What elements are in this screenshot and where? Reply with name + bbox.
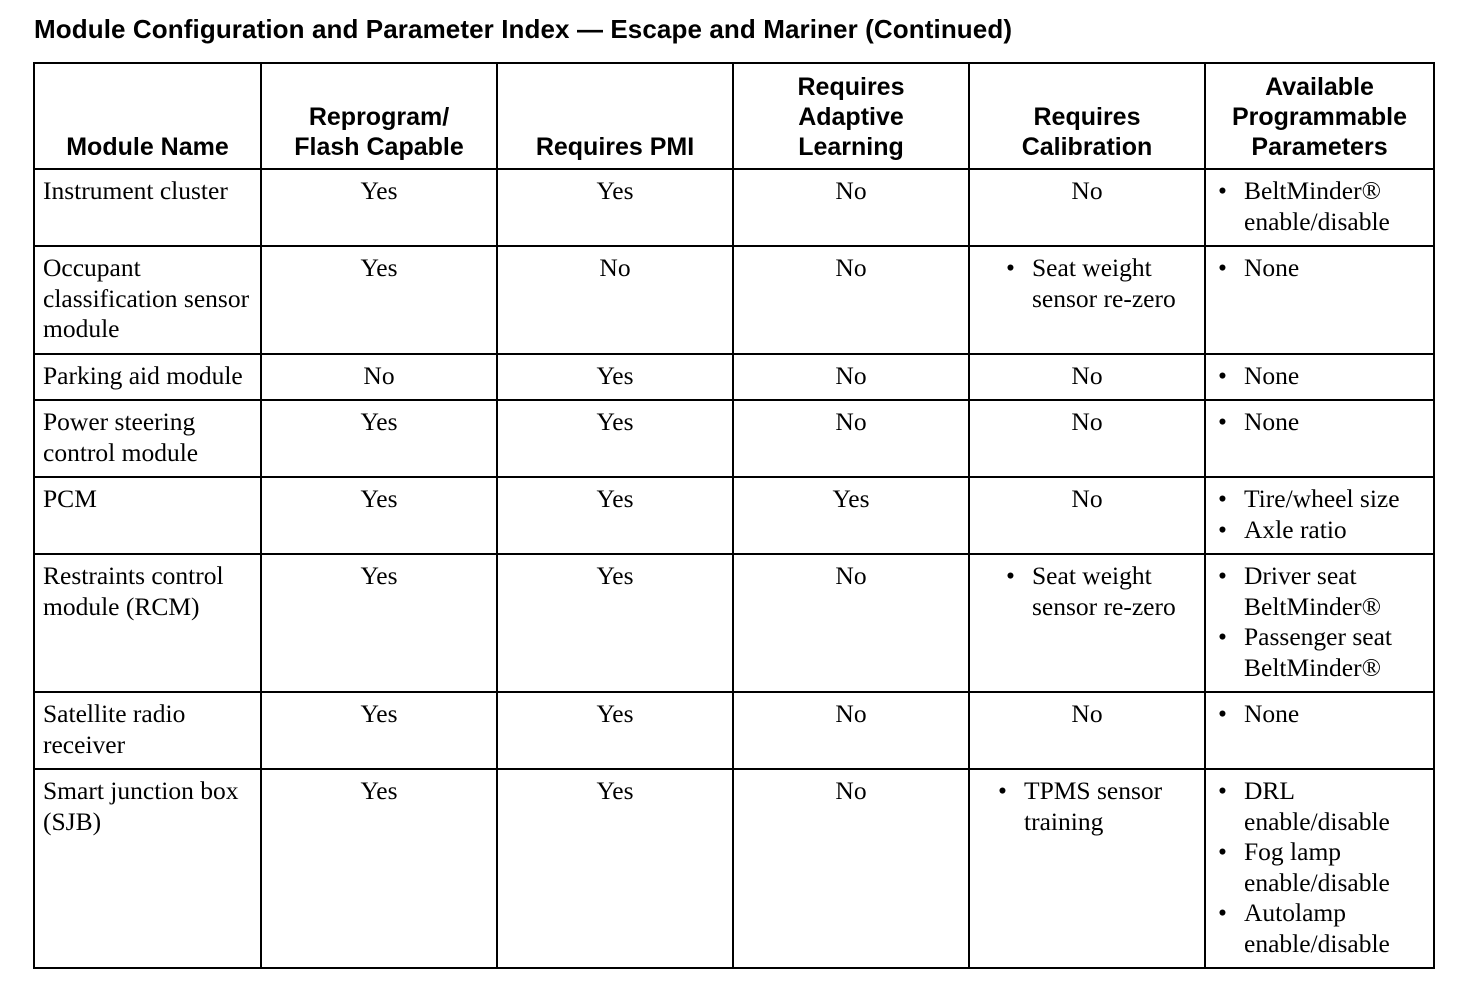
- table-row: [34, 769, 1434, 968]
- cell-calibration: No: [969, 400, 1205, 477]
- parameter-item: [1214, 699, 1427, 730]
- bullet-icon: •: [1218, 837, 1227, 866]
- header-programmable-parameters: Available Programmable Parameters: [1205, 63, 1434, 169]
- calibration-text: Seat weight sensor re-zero: [1032, 561, 1176, 621]
- cell-flash-capable: Yes: [261, 692, 497, 769]
- parameter-text: None: [1244, 699, 1300, 728]
- header-calibration: Requires Calibration: [969, 63, 1205, 169]
- table-row: [34, 477, 1434, 554]
- parameter-item: [1214, 253, 1427, 284]
- table-row: [34, 354, 1434, 401]
- page-title: Module Configuration and Parameter Index — Escape and Mariner (Continued): [34, 14, 1013, 44]
- parameter-text: None: [1244, 253, 1300, 282]
- parameter-item: [1214, 515, 1427, 546]
- cell-requires-pmi: Yes: [497, 554, 733, 692]
- cell-adaptive-learning: No: [733, 169, 969, 246]
- cell-requires-pmi: Yes: [497, 354, 733, 401]
- bullet-icon: •: [1218, 484, 1227, 513]
- cell-module-name: Smart junction box (SJB): [34, 769, 261, 968]
- parameter-list: [1214, 699, 1427, 730]
- parameter-list: [1214, 484, 1427, 545]
- cell-requires-pmi: Yes: [497, 477, 733, 554]
- cell-flash-capable: Yes: [261, 554, 497, 692]
- bullet-icon: •: [1218, 253, 1227, 282]
- cell-flash-capable: Yes: [261, 169, 497, 246]
- cell-module-name: Instrument cluster: [34, 169, 261, 246]
- parameter-text: Autolamp enable/disable: [1244, 898, 1390, 958]
- cell-module-name: PCM: [34, 477, 261, 554]
- parameter-text: Axle ratio: [1244, 514, 1347, 544]
- cell-adaptive-learning: No: [733, 692, 969, 769]
- calibration-item: [1002, 561, 1198, 622]
- calibration-text: Seat weight sensor re-zero: [1032, 253, 1176, 313]
- cell-calibration: [969, 769, 1205, 968]
- bullet-icon: •: [1006, 253, 1015, 282]
- parameter-list: [1214, 361, 1427, 392]
- table-row: [34, 246, 1434, 354]
- cell-requires-pmi: Yes: [497, 769, 733, 968]
- calibration-text: TPMS sensor training: [1024, 776, 1163, 836]
- parameter-item: [1214, 407, 1427, 438]
- table-row: [34, 692, 1434, 769]
- cell-module-name: Satellite radio receiver: [34, 692, 261, 769]
- bullet-icon: •: [1218, 699, 1227, 728]
- table-row: [34, 169, 1434, 246]
- parameter-list: [1214, 176, 1427, 237]
- parameter-text: Passenger seat BeltMinder®: [1244, 622, 1392, 682]
- cell-requires-pmi: Yes: [497, 169, 733, 246]
- calibration-list: [978, 561, 1198, 622]
- parameter-item: [1214, 484, 1427, 515]
- parameter-list: [1214, 407, 1427, 438]
- parameter-text: Driver seat BeltMinder®: [1244, 561, 1381, 621]
- parameter-item: [1214, 622, 1427, 683]
- parameter-item: [1214, 176, 1427, 237]
- cell-adaptive-learning: No: [733, 554, 969, 692]
- cell-flash-capable: Yes: [261, 246, 497, 354]
- calibration-list: [978, 776, 1198, 837]
- parameter-text: None: [1244, 407, 1300, 436]
- calibration-item: [994, 776, 1198, 837]
- cell-programmable-parameters: [1205, 477, 1434, 554]
- parameter-item: [1214, 837, 1427, 898]
- parameter-list: [1214, 253, 1427, 284]
- cell-flash-capable: Yes: [261, 400, 497, 477]
- parameter-list: [1214, 561, 1427, 683]
- cell-calibration: No: [969, 477, 1205, 554]
- parameter-item: [1214, 561, 1427, 622]
- parameter-text: BeltMinder® enable/disable: [1244, 176, 1390, 236]
- parameter-item: [1214, 361, 1427, 392]
- bullet-icon: •: [1218, 561, 1227, 590]
- calibration-list: [978, 253, 1198, 314]
- cell-module-name: Restraints control module (RCM): [34, 554, 261, 692]
- parameter-text: None: [1244, 360, 1300, 390]
- cell-programmable-parameters: [1205, 400, 1434, 477]
- bullet-icon: •: [1218, 407, 1227, 436]
- cell-programmable-parameters: [1205, 354, 1434, 401]
- header-module-name: Module Name: [34, 63, 261, 169]
- cell-adaptive-learning: No: [733, 769, 969, 968]
- bullet-icon: •: [1006, 561, 1015, 590]
- table-row: [34, 400, 1434, 477]
- bullet-icon: •: [1218, 514, 1227, 544]
- cell-module-name: Occupant classification sensor module: [34, 246, 261, 354]
- cell-requires-pmi: Yes: [497, 692, 733, 769]
- bullet-icon: •: [1218, 360, 1227, 390]
- cell-programmable-parameters: [1205, 769, 1434, 968]
- cell-adaptive-learning: No: [733, 400, 969, 477]
- header-row: [34, 63, 1434, 169]
- cell-calibration: No: [969, 354, 1205, 401]
- calibration-item: [1002, 253, 1198, 314]
- bullet-icon: •: [1218, 176, 1227, 205]
- cell-requires-pmi: Yes: [497, 400, 733, 477]
- parameter-text: DRL enable/disable: [1244, 776, 1390, 836]
- table-body: [34, 169, 1434, 968]
- cell-module-name: Parking aid module: [34, 354, 261, 401]
- cell-calibration: [969, 554, 1205, 692]
- cell-calibration: [969, 246, 1205, 354]
- cell-adaptive-learning: No: [733, 246, 969, 354]
- cell-flash-capable: Yes: [261, 477, 497, 554]
- parameter-item: [1214, 898, 1427, 959]
- cell-programmable-parameters: [1205, 692, 1434, 769]
- cell-calibration: No: [969, 692, 1205, 769]
- header-adaptive-learning: Requires Adaptive Learning: [733, 63, 969, 169]
- table-header: [34, 63, 1434, 169]
- cell-requires-pmi: No: [497, 246, 733, 354]
- cell-programmable-parameters: [1205, 554, 1434, 692]
- cell-adaptive-learning: No: [733, 354, 969, 401]
- cell-module-name: Power steering control module: [34, 400, 261, 477]
- header-requires-pmi: Requires PMI: [497, 63, 733, 169]
- cell-flash-capable: No: [261, 354, 497, 401]
- header-flash-capable: Reprogram/ Flash Capable: [261, 63, 497, 169]
- parameter-item: [1214, 776, 1427, 837]
- bullet-icon: •: [1218, 776, 1227, 805]
- parameter-text: Fog lamp enable/disable: [1244, 837, 1390, 897]
- parameter-text: Tire/wheel size: [1244, 484, 1400, 513]
- bullet-icon: •: [998, 776, 1007, 805]
- cell-flash-capable: Yes: [261, 769, 497, 968]
- parameter-list: [1214, 776, 1427, 959]
- bullet-icon: •: [1218, 622, 1227, 651]
- cell-programmable-parameters: [1205, 246, 1434, 354]
- cell-calibration: No: [969, 169, 1205, 246]
- module-index-table: [33, 62, 1435, 969]
- cell-adaptive-learning: Yes: [733, 477, 969, 554]
- cell-programmable-parameters: [1205, 169, 1434, 246]
- bullet-icon: •: [1218, 898, 1227, 927]
- table-row: [34, 554, 1434, 692]
